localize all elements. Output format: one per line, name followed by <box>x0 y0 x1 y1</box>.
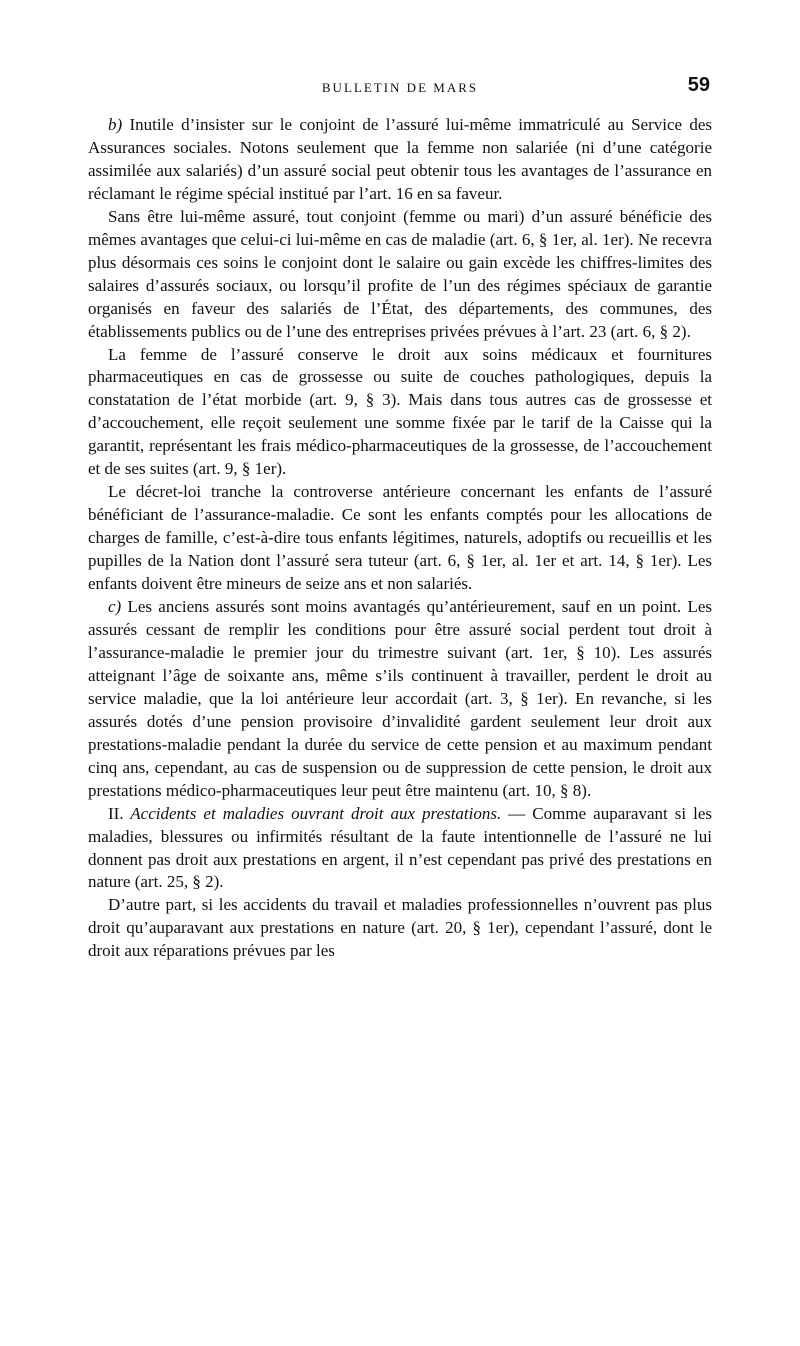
section-label-b: b) <box>108 115 123 134</box>
section-label-ii: II. <box>108 803 124 823</box>
paragraph-enfants <box>88 481 712 596</box>
running-head: BULLETIN DE MARS <box>321 80 479 95</box>
paragraph-accidents <box>88 894 712 963</box>
paragraph-femme <box>88 344 712 482</box>
paragraph-conjoint <box>88 206 712 344</box>
page-header <box>88 74 712 104</box>
paragraph-text: La femme de l’assuré conserve le droit aux soins médicaux et fournitures pharmaceutiques en cas de grossesse ou suite de couches pathologiques, depuis la constatation de l’état morbide (art. 9, § 3). Mais dans tous autres cas de grossesse et d’accouchement, elle reçoit seulement une somme fixée par le tarif de la Caisse qui la garantit, représentant les frais médico-pharmaceutiques de la grossesse, de l’accouchement et de ses suites (art. 9, § 1er). <box>88 344 712 479</box>
paragraph-section-ii <box>88 803 712 895</box>
section-title-ii: Accidents et maladies ouvrant droit aux prestations. <box>123 803 502 823</box>
paragraph-text: Le décret-loi tranche la controverse antérieure concernant les enfants de l’assuré bénéficiant de l’assurance-maladie. Ce sont les enfants comptés pour les allocations de charges de famille, c’est-à-dire tous enfants légitimes, naturels, adoptifs ou recueillis et les pupilles de la Nation dont l’assuré sera tuteur (art. 6, § 1er, al. 1er et art. 14, § 1er). Les enfants doivent être mineurs de seize ans et non salariés. <box>88 482 712 594</box>
paragraph-text: Les anciens assurés sont moins avantagés qu’antérieurement, sauf en un point. Les assurés cessant de remplir les conditions pour être assuré social perdent tout droit à l’assurance-maladie le premier jour du trimestre suivant (art. 1er, § 10). Les assurés atteignant l’âge de soixante ans, même s’ils continuent à travailler, perdent le droit au service maladie, que la loi antérieure leur accordait (art. 3, § 1er). En revanche, si les assurés dotés d’une pension provisoire d’invalidité gardent seulement leur droit aux prestations-maladie pendant la durée du service de cette pension et au maximum pendant cinq ans, cependant, au cas de suspension ou de suppression de cette pension, le droit aux prestations médico-pharmaceutiques leur peut être maintenu (art. 10, § 8). <box>88 597 712 800</box>
section-label-c: c) <box>108 597 122 617</box>
paragraph-text: Inutile d’insister sur le conjoint de l’assuré lui-même immatriculé au Service des Assurances sociales. Notons seulement que la femme non salariée (ni d’une catégorie assimilée aux salariés) d’un assuré social peut obtenir tous les avantages de l’assurance en réclamant le régime spécial institué par l’art. 16 en sa faveur. <box>88 115 712 203</box>
paragraph-c <box>88 596 712 803</box>
paragraph-text: Sans être lui-même assuré, tout conjoint (femme ou mari) d’un assuré bénéficie des mêmes avantages que celui-ci lui-même en cas de maladie (art. 6, § 1er, al. 1er). Ne recevra plus désormais ces soins le conjoint dont le salaire ou gain excède les chiffres-limites des salaires d’assurés sociaux, ou lorsqu’il profite de l’un des régimes spéciaux de garantie organisés en faveur des salariés de l’État, des départements, des communes, des établissements publics ou de l’une des entreprises privées prévues à l’art. 23 (art. 6, § 2). <box>88 206 712 341</box>
paragraph-b <box>88 114 712 206</box>
paragraph-text: — Comme auparavant si les maladies, blessures ou infirmités résultant de la faute intentionnelle de l’assuré ne lui donnent pas droit aux prestations en argent, il n’est cependant pas privé des prestations en nature (art. 25, § 2). <box>88 803 712 892</box>
body-text <box>88 114 712 963</box>
page-number: 59 <box>687 74 710 96</box>
paragraph-text: D’autre part, si les accidents du travail et maladies professionnelles n’ouvrent pas plus droit qu’auparavant aux prestations en nature (art. 20, § 1er), cependant l’assuré, dont le droit aux réparations prévues par les <box>88 895 712 961</box>
